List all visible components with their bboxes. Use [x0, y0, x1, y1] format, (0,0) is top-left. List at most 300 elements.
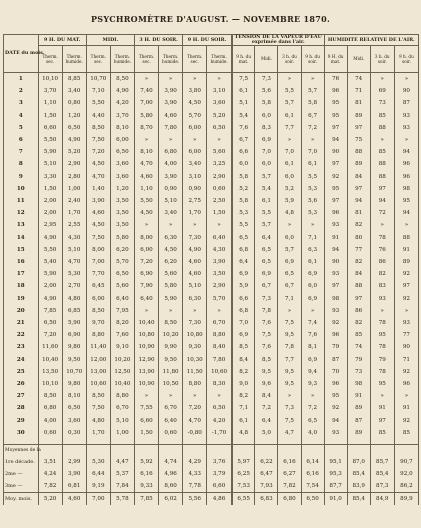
table-cell: 3,90 — [207, 256, 232, 268]
table-cell: 5,70 — [183, 110, 207, 122]
table-row — [4, 110, 419, 122]
table-row — [4, 366, 419, 378]
table-cell: 6,9 — [301, 268, 324, 280]
table-cell: » — [134, 134, 158, 146]
table-cell: 95 — [324, 110, 347, 122]
table-cell: 90,7 — [394, 456, 418, 468]
table-cell: 92,0 — [394, 468, 418, 480]
spacer-cell — [255, 445, 278, 457]
table-cell: 3,90 — [159, 97, 183, 109]
table-cell: 8,5 — [255, 354, 278, 366]
table-cell: 6,70 — [110, 402, 134, 414]
table-cell: 95,3 — [324, 468, 347, 480]
table-cell: 1,00 — [62, 183, 86, 195]
table-cell: 94 — [324, 244, 347, 256]
table-row — [4, 171, 419, 183]
table-cell: 8,3 — [255, 122, 278, 134]
subheader-cell: 9 h. du mat. — [232, 46, 255, 73]
table-cell: » — [394, 134, 418, 146]
table-body — [4, 73, 419, 506]
table-cell: 6,70 — [159, 402, 183, 414]
table-row — [4, 354, 419, 366]
table-cell: 93 — [324, 305, 347, 317]
table-cell: » — [301, 305, 324, 317]
table-cell: 6,1 — [301, 256, 324, 268]
table-cell: 85 — [347, 329, 370, 341]
table-cell: » — [183, 73, 207, 86]
table-cell: » — [159, 134, 183, 146]
table-cell: 5,30 — [86, 456, 110, 468]
table-cell: 16 — [4, 256, 39, 268]
table-cell: 4,60 — [62, 493, 86, 506]
table-row — [4, 268, 419, 280]
table-cell: 3,40 — [183, 158, 207, 170]
table-cell: 5,92 — [134, 456, 158, 468]
table-cell: 3,50 — [110, 207, 134, 219]
table-cell: 9,3 — [301, 378, 324, 390]
subheader-cell: 3 h. du soir. — [278, 46, 301, 73]
table-cell: 4,74 — [159, 456, 183, 468]
table-cell: 2,70 — [62, 280, 86, 292]
table-cell: 5,10 — [62, 244, 86, 256]
table-row — [4, 390, 419, 402]
table-cell: 6,5 — [232, 232, 255, 244]
table-cell: 9,0 — [232, 378, 255, 390]
table-cell: 7,6 — [301, 329, 324, 341]
table-cell: 93 — [324, 427, 347, 439]
table-cell: 7,30 — [183, 232, 207, 244]
table-cell: 83,9 — [347, 480, 370, 493]
table-cell: » — [207, 305, 232, 317]
table-cell: 88 — [347, 280, 370, 292]
table-cell: 5,7 — [301, 85, 324, 97]
table-cell: 88 — [394, 232, 418, 244]
table-cell: 5,2 — [232, 183, 255, 195]
table-cell: 74 — [347, 73, 370, 86]
table-cell: 6,90 — [62, 329, 86, 341]
table-cell: 93 — [394, 317, 418, 329]
table-cell: 91 — [394, 402, 418, 414]
table-cell: 6,22 — [255, 456, 278, 468]
subheader-cell: 9 H. du mat. — [324, 46, 347, 73]
table-cell: 8,80 — [183, 378, 207, 390]
table-cell: 5,90 — [38, 146, 62, 158]
table-cell: 7,8 — [278, 341, 301, 353]
table-cell: 6,30 — [183, 293, 207, 305]
table-cell: 5,37 — [110, 468, 134, 480]
table-cell: 6,7 — [255, 280, 278, 292]
subheader-row — [4, 46, 419, 73]
table-cell: 6,45 — [86, 280, 110, 292]
group-header: MIDI. — [86, 35, 134, 46]
table-row — [4, 280, 419, 292]
table-row — [4, 329, 419, 341]
table-row — [4, 232, 419, 244]
table-cell: 7,6 — [255, 341, 278, 353]
table-cell: 5,60 — [159, 268, 183, 280]
table-cell: 6,9 — [255, 134, 278, 146]
table-cell: 6,7 — [232, 134, 255, 146]
table-cell: 5,7 — [255, 171, 278, 183]
table-cell: 8,10 — [134, 146, 158, 158]
table-cell: 5,2 — [278, 183, 301, 195]
table-cell: 11,60 — [38, 341, 62, 353]
table-cell: 8,10 — [110, 122, 134, 134]
table-cell: 3,90 — [159, 171, 183, 183]
table-cell: 6,55 — [232, 493, 255, 506]
table-cell: 10,90 — [134, 341, 158, 353]
table-cell: 91 — [324, 232, 347, 244]
table-cell: 98 — [324, 293, 347, 305]
table-cell: 4,70 — [62, 256, 86, 268]
table-cell: 1re décade. — [4, 456, 39, 468]
table-cell: » — [134, 390, 158, 402]
table-cell: 5,20 — [62, 146, 86, 158]
table-cell: 7,2 — [301, 122, 324, 134]
table-cell: 6,16 — [134, 468, 158, 480]
table-cell: 10,60 — [86, 378, 110, 390]
table-cell: 10,60 — [207, 366, 232, 378]
table-cell: 3,79 — [207, 468, 232, 480]
table-cell: 5,60 — [110, 280, 134, 292]
table-cell: 7,7 — [278, 354, 301, 366]
table-cell: 8,70 — [134, 122, 158, 134]
table-cell: 5,80 — [159, 280, 183, 292]
table-cell: 2 — [4, 85, 39, 97]
table-cell: 5,80 — [134, 110, 158, 122]
table-cell: 4,7 — [278, 427, 301, 439]
table-cell: 5,1 — [232, 97, 255, 109]
table-cell: 92 — [324, 317, 347, 329]
table-cell: 5,50 — [38, 244, 62, 256]
table-cell: 96 — [324, 207, 347, 219]
table-cell: 88 — [347, 146, 370, 158]
psychrometer-table — [3, 34, 419, 505]
table-cell: 71 — [347, 85, 370, 97]
table-cell: 3,80 — [183, 85, 207, 97]
table-cell: 6,20 — [110, 244, 134, 256]
table-cell: 92 — [394, 268, 418, 280]
table-cell: 5,6 — [255, 85, 278, 97]
table-cell: 96 — [324, 85, 347, 97]
table-cell: 5,4 — [255, 183, 278, 195]
table-cell: » — [207, 219, 232, 231]
table-cell: » — [134, 73, 158, 86]
table-cell: 7,84 — [110, 480, 134, 493]
subheader-cell: Therm. sec. — [183, 46, 207, 73]
table-cell: 5 — [4, 122, 39, 134]
table-cell: 8,50 — [86, 390, 110, 402]
table-cell: » — [159, 305, 183, 317]
table-cell: 9,19 — [86, 480, 110, 493]
table-cell: 73 — [347, 366, 370, 378]
date-header: DATE du mois. — [4, 35, 39, 73]
table-cell: 6,8 — [232, 244, 255, 256]
table-cell: 77 — [394, 329, 418, 341]
group-header: TENSION DE LA VAPEUR D'EAU exprimée dans l'air. — [232, 35, 324, 46]
table-cell: 4,60 — [183, 268, 207, 280]
table-cell: 5,3 — [301, 183, 324, 195]
table-cell: 3,10 — [183, 171, 207, 183]
table-cell: 84 — [347, 171, 370, 183]
table-cell: 30 — [4, 427, 39, 439]
subheader-cell: Therm. sec. — [38, 46, 62, 73]
table-cell: Moy. mois. — [4, 493, 39, 506]
table-cell: 9,5 — [278, 329, 301, 341]
table-cell: 6,4 — [255, 232, 278, 244]
table-cell: 82 — [370, 268, 394, 280]
table-cell: 4,30 — [207, 244, 232, 256]
table-cell: » — [183, 305, 207, 317]
table-cell: 5,6 — [301, 195, 324, 207]
table-cell: 9,50 — [62, 354, 86, 366]
table-cell: 8,85 — [62, 73, 86, 86]
table-cell: 6,00 — [110, 134, 134, 146]
subheader-cell: Therm. humide. — [62, 46, 86, 73]
table-cell: » — [394, 219, 418, 231]
table-cell: » — [183, 134, 207, 146]
table-cell: 24 — [4, 354, 39, 366]
table-cell: 95,1 — [324, 456, 347, 468]
table-cell: 6,5 — [278, 268, 301, 280]
table-cell: » — [134, 305, 158, 317]
table-cell: 22 — [4, 329, 39, 341]
table-cell: 25 — [4, 366, 39, 378]
table-cell: 6,47 — [255, 468, 278, 480]
table-cell: 2,99 — [62, 456, 86, 468]
group-header: 9 H. DU MAT. — [38, 35, 86, 46]
table-cell: 97 — [394, 280, 418, 292]
table-cell: 26 — [4, 378, 39, 390]
table-row — [4, 146, 419, 158]
table-cell: 97 — [370, 415, 394, 427]
table-cell: 4,70 — [86, 171, 110, 183]
table-cell: 2,00 — [38, 207, 62, 219]
table-cell: 2,55 — [62, 219, 86, 231]
table-cell: 8,60 — [159, 480, 183, 493]
table-cell: 85,4 — [347, 468, 370, 480]
averages-label: Moyennes de la — [4, 445, 39, 457]
table-cell: 7,50 — [86, 134, 110, 146]
table-cell: 85 — [370, 146, 394, 158]
table-cell: 6,4 — [255, 415, 278, 427]
table-cell: 6,50 — [62, 122, 86, 134]
table-cell: 10,80 — [134, 329, 158, 341]
table-cell: 6,81 — [62, 480, 86, 493]
spacer-cell — [301, 445, 324, 457]
table-cell: 80 — [347, 232, 370, 244]
table-cell: 5,5 — [232, 219, 255, 231]
table-cell: 8,50 — [38, 390, 62, 402]
table-cell: 12,90 — [134, 354, 158, 366]
table-cell: 20 — [4, 305, 39, 317]
table-cell: 7,80 — [207, 354, 232, 366]
table-cell: 5,90 — [62, 317, 86, 329]
table-cell: 8,80 — [207, 329, 232, 341]
table-cell: 86 — [347, 305, 370, 317]
table-cell: 13 — [4, 219, 39, 231]
table-cell: 5,10 — [183, 280, 207, 292]
table-row — [4, 158, 419, 170]
table-cell: 8,80 — [86, 329, 110, 341]
table-cell: 98 — [347, 378, 370, 390]
table-cell: 7,54 — [301, 480, 324, 493]
table-cell: 3,10 — [207, 85, 232, 97]
table-cell: 97 — [324, 280, 347, 292]
table-cell: » — [159, 219, 183, 231]
table-cell: 6,16 — [301, 468, 324, 480]
table-cell: 4,33 — [183, 468, 207, 480]
table-cell: 4,86 — [207, 493, 232, 506]
table-cell: 4,50 — [159, 244, 183, 256]
table-cell: 7,20 — [86, 146, 110, 158]
table-cell: 6,83 — [255, 493, 278, 506]
table-cell: 4,90 — [110, 85, 134, 97]
table-cell: 5,80 — [110, 232, 134, 244]
spacer-cell — [278, 445, 301, 457]
table-cell: 78 — [370, 366, 394, 378]
table-cell: 7,78 — [183, 480, 207, 493]
table-cell: 2,50 — [207, 195, 232, 207]
table-cell: 5,9 — [278, 195, 301, 207]
spacer-cell — [38, 445, 62, 457]
table-cell: 7,20 — [134, 256, 158, 268]
table-cell: 5,10 — [110, 415, 134, 427]
table-cell: 6,9 — [278, 256, 301, 268]
table-cell: 4,8 — [278, 207, 301, 219]
table-cell: 6,50 — [207, 122, 232, 134]
table-cell: 95 — [324, 390, 347, 402]
table-row — [4, 293, 419, 305]
table-cell: 14 — [4, 232, 39, 244]
table-cell: 0,60 — [38, 427, 62, 439]
table-row — [4, 378, 419, 390]
table-cell: 5,4 — [232, 110, 255, 122]
table-cell: 5,97 — [232, 456, 255, 468]
table-cell: » — [301, 219, 324, 231]
table-cell: 3,90 — [159, 85, 183, 97]
table-cell: 3,50 — [110, 219, 134, 231]
table-cell: 6,1 — [232, 85, 255, 97]
table-cell: 6,5 — [255, 256, 278, 268]
table-cell: 9,4 — [301, 366, 324, 378]
table-cell: 94 — [324, 415, 347, 427]
table-cell: 90 — [394, 341, 418, 353]
table-cell: 7,85 — [38, 305, 62, 317]
table-row — [4, 317, 419, 329]
table-cell: 6,1 — [278, 110, 301, 122]
table-cell: 4,60 — [134, 171, 158, 183]
table-cell: 69 — [370, 85, 394, 97]
table-cell: 7,0 — [301, 146, 324, 158]
table-cell: 97 — [324, 195, 347, 207]
table-cell: 93 — [324, 268, 347, 280]
table-cell: 7,53 — [232, 480, 255, 493]
table-cell: 7,5 — [278, 317, 301, 329]
table-row — [4, 402, 419, 414]
table-cell: 6,50 — [110, 146, 134, 158]
table-cell: 95 — [370, 378, 394, 390]
table-row — [4, 256, 419, 268]
table-cell: 87 — [394, 97, 418, 109]
table-cell: 5,7 — [255, 219, 278, 231]
table-cell: 6,60 — [207, 480, 232, 493]
table-cell: 7,00 — [86, 493, 110, 506]
table-row — [4, 427, 419, 439]
group-header: 9 H. DU SOIR. — [183, 35, 232, 46]
table-cell: 78 — [370, 317, 394, 329]
table-cell: 2,00 — [38, 195, 62, 207]
spacer-cell — [394, 445, 418, 457]
table-cell: -1,70 — [207, 427, 232, 439]
table-cell: 91 — [370, 402, 394, 414]
table-cell: 9,5 — [278, 366, 301, 378]
table-cell: » — [394, 305, 418, 317]
table-cell: 5,9 — [232, 280, 255, 292]
table-cell: 97 — [324, 158, 347, 170]
table-cell: 76 — [370, 244, 394, 256]
subheader-cell: Therm. humide. — [207, 46, 232, 73]
page-title: PSYCHROMÈTRE D'AUGUST. — NOVEMBRE 1870. — [90, 14, 331, 24]
table-cell: 11,40 — [86, 341, 110, 353]
table-cell: 7,55 — [134, 402, 158, 414]
table-cell: 4,60 — [183, 256, 207, 268]
table-cell: 6,7 — [278, 280, 301, 292]
table-cell: 89 — [347, 110, 370, 122]
table-cell: 6,00 — [183, 122, 207, 134]
table-cell: 11,50 — [183, 366, 207, 378]
table-cell: 6,9 — [232, 268, 255, 280]
subheader-cell: Therm. sec. — [134, 46, 158, 73]
table-cell: 7,2 — [255, 402, 278, 414]
table-cell: 5,3 — [232, 207, 255, 219]
table-cell: 6,00 — [86, 293, 110, 305]
table-cell: 7,90 — [134, 280, 158, 292]
table-cell: 97 — [324, 122, 347, 134]
table-cell: 5,8 — [255, 97, 278, 109]
table-cell: 9,5 — [255, 366, 278, 378]
table-cell: 8,50 — [86, 305, 110, 317]
table-cell: 8,00 — [134, 232, 158, 244]
table-cell: 6,50 — [38, 317, 62, 329]
table-cell: 7,95 — [110, 305, 134, 317]
table-cell: 7,7 — [278, 122, 301, 134]
table-cell: 9,10 — [110, 341, 134, 353]
table-cell: 97 — [370, 183, 394, 195]
table-cell: 8,50 — [86, 122, 110, 134]
subheader-cell: Midi. — [347, 46, 370, 73]
table-cell: 5,40 — [38, 256, 62, 268]
table-cell: 87,3 — [370, 480, 394, 493]
table-cell: 10 — [4, 183, 39, 195]
table-cell: 96 — [324, 329, 347, 341]
spacer-cell — [183, 445, 207, 457]
subheader-cell: 3 h. du soir. — [370, 46, 394, 73]
table-cell: 5,8 — [232, 171, 255, 183]
table-cell: » — [183, 390, 207, 402]
table-cell: 3,60 — [110, 158, 134, 170]
table-cell: 92 — [394, 293, 418, 305]
table-cell: 6,50 — [301, 493, 324, 506]
table-cell: » — [159, 390, 183, 402]
table-cell: 10,80 — [183, 329, 207, 341]
table-cell: 92 — [394, 415, 418, 427]
table-cell: 4,90 — [38, 232, 62, 244]
table-cell: 19 — [4, 293, 39, 305]
table-cell: 6,85 — [62, 305, 86, 317]
table-cell: 6,70 — [207, 317, 232, 329]
table-cell: 9,33 — [134, 480, 158, 493]
